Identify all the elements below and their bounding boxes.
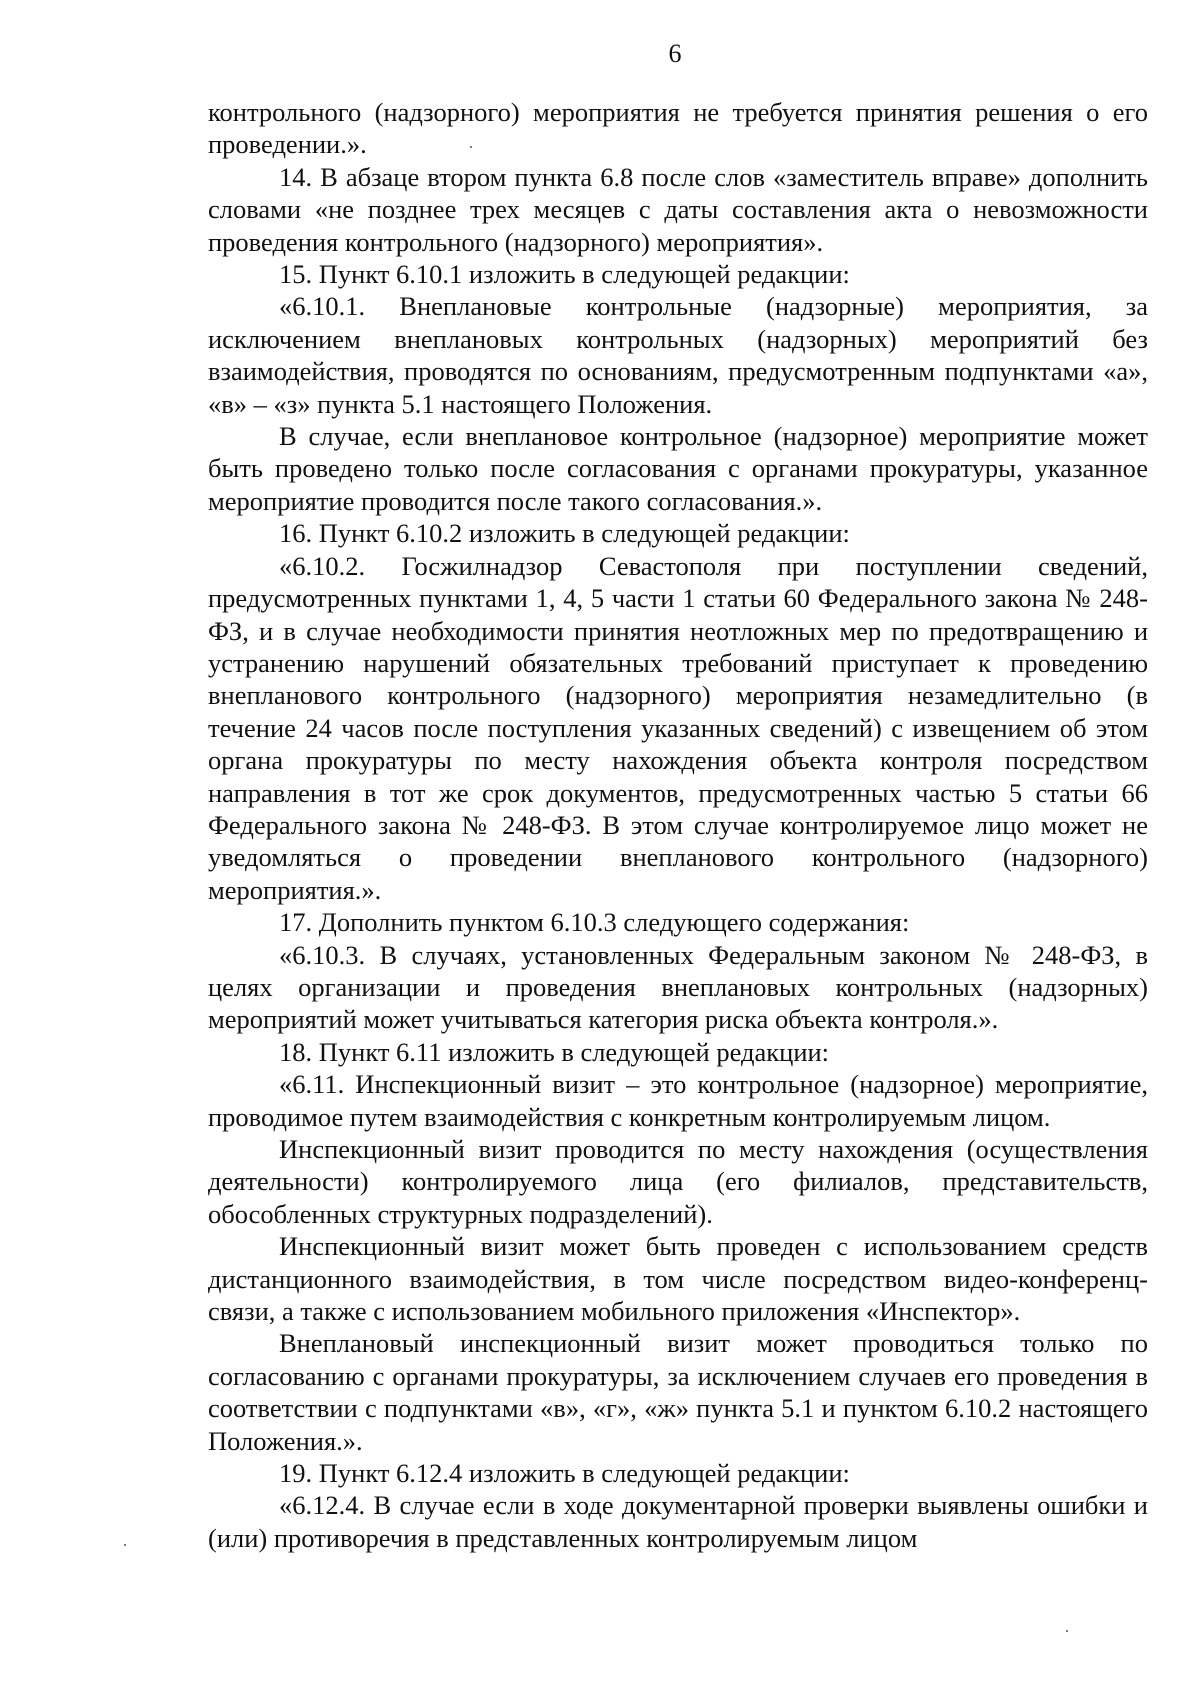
paragraph: «6.11. Инспекционный визит – это контрольное (надзорное) мероприятие, проводимое путем взаимодействия с конкретным контролируемым лицом. bbox=[208, 1069, 1148, 1132]
paragraph: Инспекционный визит проводится по месту нахождения (осуществления деятельности) контролируемого лица (его филиалов, представительств, обособленных структурных подразделений). bbox=[208, 1134, 1148, 1229]
paragraph: 15. Пункт 6.10.1 изложить в следующей редакции: bbox=[279, 259, 850, 290]
paragraph: В случае, если внеплановое контрольное (надзорное) мероприятие может быть проведено только после согласования с органами прокуратуры, указанное мероприятие проводится после такого согласования.». bbox=[208, 421, 1148, 516]
paragraph: «6.12.4. В случае если в ходе документарной проверки выявлены ошибки и (или) противоречия в представленных контролируемым лицом bbox=[208, 1490, 1148, 1553]
paragraph: «6.10.1. Внеплановые контрольные (надзорные) мероприятия, за исключением внеплановых контрольных (надзорных) мероприятий без взаимодействия, проводятся по основаниям, предусмотренным подпунктами «а», «в» – «з» пункта 5.1 настоящего Положения. bbox=[208, 291, 1148, 419]
paragraph: «6.10.2. Госжилнадзор Севастополя при поступлении сведений, предусмотренных пунктами 1, 4, 5 части 1 статьи 60 Федерального закона № 248-ФЗ, и в случае необходимости принятия неотложных мер по предотвращению и устранению нарушений обязательных требований приступает к проведению внепланового контрольного (надзорного) мероприятия незамедлительно (в течение 24 часов после поступления указанных сведений) с извещением об этом органа прокуратуры по месту нахождения объекта контроля посредством направления в тот же срок документов, предусмотренных частью 5 статьи 66 Федерального закона № 248-ФЗ. В этом случае контролируемое лицо может не уведомляться о проведении внепланового контрольного (надзорного) мероприятия.». bbox=[208, 550, 1148, 905]
scan-speck bbox=[124, 1544, 126, 1546]
paragraph: 16. Пункт 6.10.2 изложить в следующей редакции: bbox=[279, 518, 850, 549]
page-number: 6 bbox=[668, 39, 682, 68]
paragraph: 18. Пункт 6.11 изложить в следующей редакции: bbox=[279, 1036, 830, 1067]
paragraph: контрольного (надзорного) мероприятия не требуется принятия решения о его проведении.». bbox=[208, 97, 1148, 160]
paragraph: Инспекционный визит может быть проведен с использованием средств дистанционного взаимодействия, в том числе посредством видео-конференц-связи, а также с использованием мобильного приложения «Инспектор». bbox=[208, 1231, 1148, 1327]
scan-speck bbox=[1066, 1630, 1068, 1632]
document-body bbox=[208, 96, 1148, 1554]
paragraph: «6.10.3. В случаях, установленных Федеральным законом № 248-ФЗ, в целях организации и проведения внеплановых контрольных (надзорных) мероприятий может учитываться категория риска объекта контроля.». bbox=[208, 939, 1148, 1035]
paragraph: 19. Пункт 6.12.4 изложить в следующей редакции: bbox=[279, 1458, 850, 1489]
page-header bbox=[0, 0, 1200, 80]
paragraph: Внеплановый инспекционный визит может проводиться только по согласованию с органами прокуратуры, за исключением случаев его проведения в соответствии с подпунктами «в», «г», «ж» пункта 5.1 и пунктом 6.10.2 настоящего Положения.». bbox=[208, 1328, 1148, 1456]
paragraph: 14. В абзаце втором пункта 6.8 после слов «заместитель вправе» дополнить словами «не позднее трех месяцев с даты составления акта о невозможности проведения контрольного (надзорного) мероприятия». bbox=[208, 161, 1148, 257]
scan-speck bbox=[470, 146, 472, 148]
paragraph: 17. Дополнить пунктом 6.10.3 следующего содержания: bbox=[279, 907, 910, 938]
